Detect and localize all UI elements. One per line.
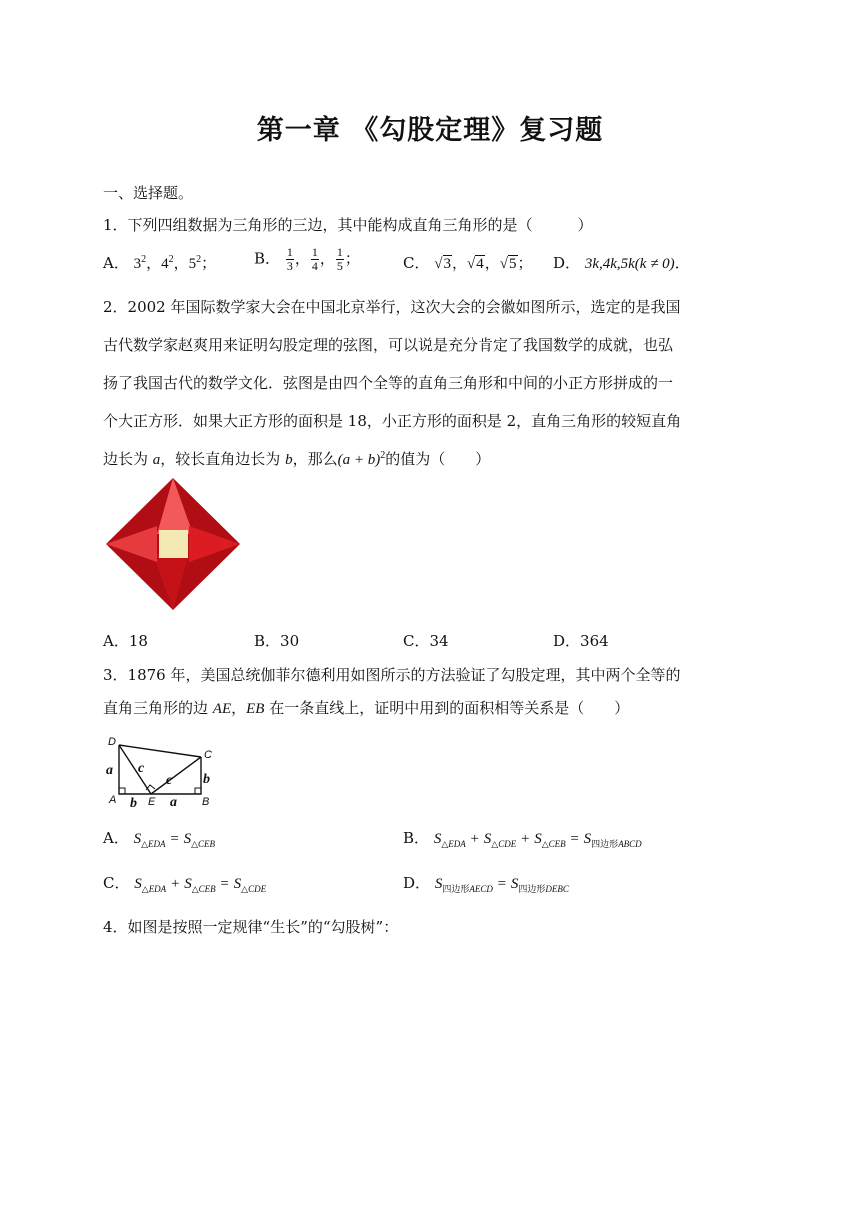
q2-option-b: B．30 (254, 632, 300, 650)
q4-stem: 4．如图是按照一定规律“生长”的“勾股树”： (103, 918, 399, 936)
q3-option-b: B． $S_{\triangle EDA} + S_{\triangle CDE} + S_{\triangle CEB} = S_{四边形ABCD}$ (403, 829, 642, 849)
sqrt: √3 (434, 256, 451, 272)
page-title: 第一章 《勾股定理》复习题 (256, 115, 604, 146)
svg-text:E: E (148, 796, 156, 808)
q2-option-d: D．364 (553, 632, 609, 650)
fraction: $\frac{1}{3}$ (286, 245, 293, 273)
svg-text:c: c (138, 761, 145, 776)
sqrt: √4 (467, 256, 484, 272)
zhao-shuang-chord-figure (104, 476, 242, 612)
svg-text:C: C (204, 749, 212, 761)
q1-option-b: B． $\frac{1}{3}$ ， $\frac{1}{4}$ ， $\frac{1}{5}$ ； (254, 245, 360, 273)
svg-text:D: D (108, 736, 116, 748)
svg-text:A: A (109, 794, 117, 806)
svg-text:b: b (130, 796, 137, 808)
svg-text:a: a (170, 795, 177, 808)
q3-option-a: A． $S_{\triangle EDA} = S_{\triangle CEB}$ (103, 829, 215, 849)
svg-text:c: c (166, 773, 173, 788)
garfield-trapezoid-figure (104, 736, 216, 808)
fraction: $\frac{1}{4}$ (311, 245, 318, 273)
right-angle-a (119, 788, 125, 794)
q1-stem: 1．下列四组数据为三角形的三边，其中能构成直角三角形的是（ ） (103, 216, 593, 234)
q3-option-d: D． $S_{四边形AECD} = S_{四边形DEBC}$ (403, 874, 569, 894)
svg-text:a: a (106, 763, 113, 778)
sqrt: √5 (499, 256, 517, 272)
segment-ec (151, 757, 201, 794)
q1-option-d: D． 3k,4k,5k(k ≠ 0)． (553, 254, 690, 272)
q1-option-c: C． √3，√4，√5； (403, 252, 533, 275)
segment-de (119, 745, 151, 794)
right-angle-b (195, 788, 201, 794)
q3-stem-line2: 直角三角形的边 AE，EB 在一条直线上，证明中用到的面积相等关系是（ ） (103, 699, 630, 717)
center-square (159, 530, 188, 558)
q3-stem-line1: 3．1876 年，美国总统伽菲尔德利用如图所示的方法验证了勾股定理，其中两个全等的 (103, 666, 681, 684)
section-heading: 一、选择题。 (103, 184, 194, 202)
svg-text:B: B (202, 796, 210, 808)
q3-option-c: C． $S_{\triangle EDA} + S_{\triangle CEB} = S_{\triangle CDE}$ (103, 874, 267, 894)
q2-option-a: A．18 (103, 632, 148, 650)
q2-option-c: C．34 (403, 632, 449, 650)
segment-dc (119, 745, 201, 757)
svg-text:b: b (203, 772, 210, 787)
q1-option-a: A． $3^2$，$4^2$，$5^2$； (103, 254, 217, 272)
q2-stem: 2．2002 年国际数学家大会在中国北京举行，这次大会的会徽如图所示，选定的是我国 古代数学家赵爽用来证明勾股定理的弦图，可以说是充分肯定了我国数学的成就，也弘 扬了我国古代的数学文化．弦图是由四个全等的直角三角形和中间的小正方形拼成的一 个大正方形．如果大正方形的面积是 18，小正方形的面积是 2，直角三角形的较短直角 边长为 a，较长直角边长为 b，那么$(a + b)^2$的值为（ ） (103, 298, 682, 468)
fraction: $\frac{1}{5}$ (336, 245, 343, 273)
